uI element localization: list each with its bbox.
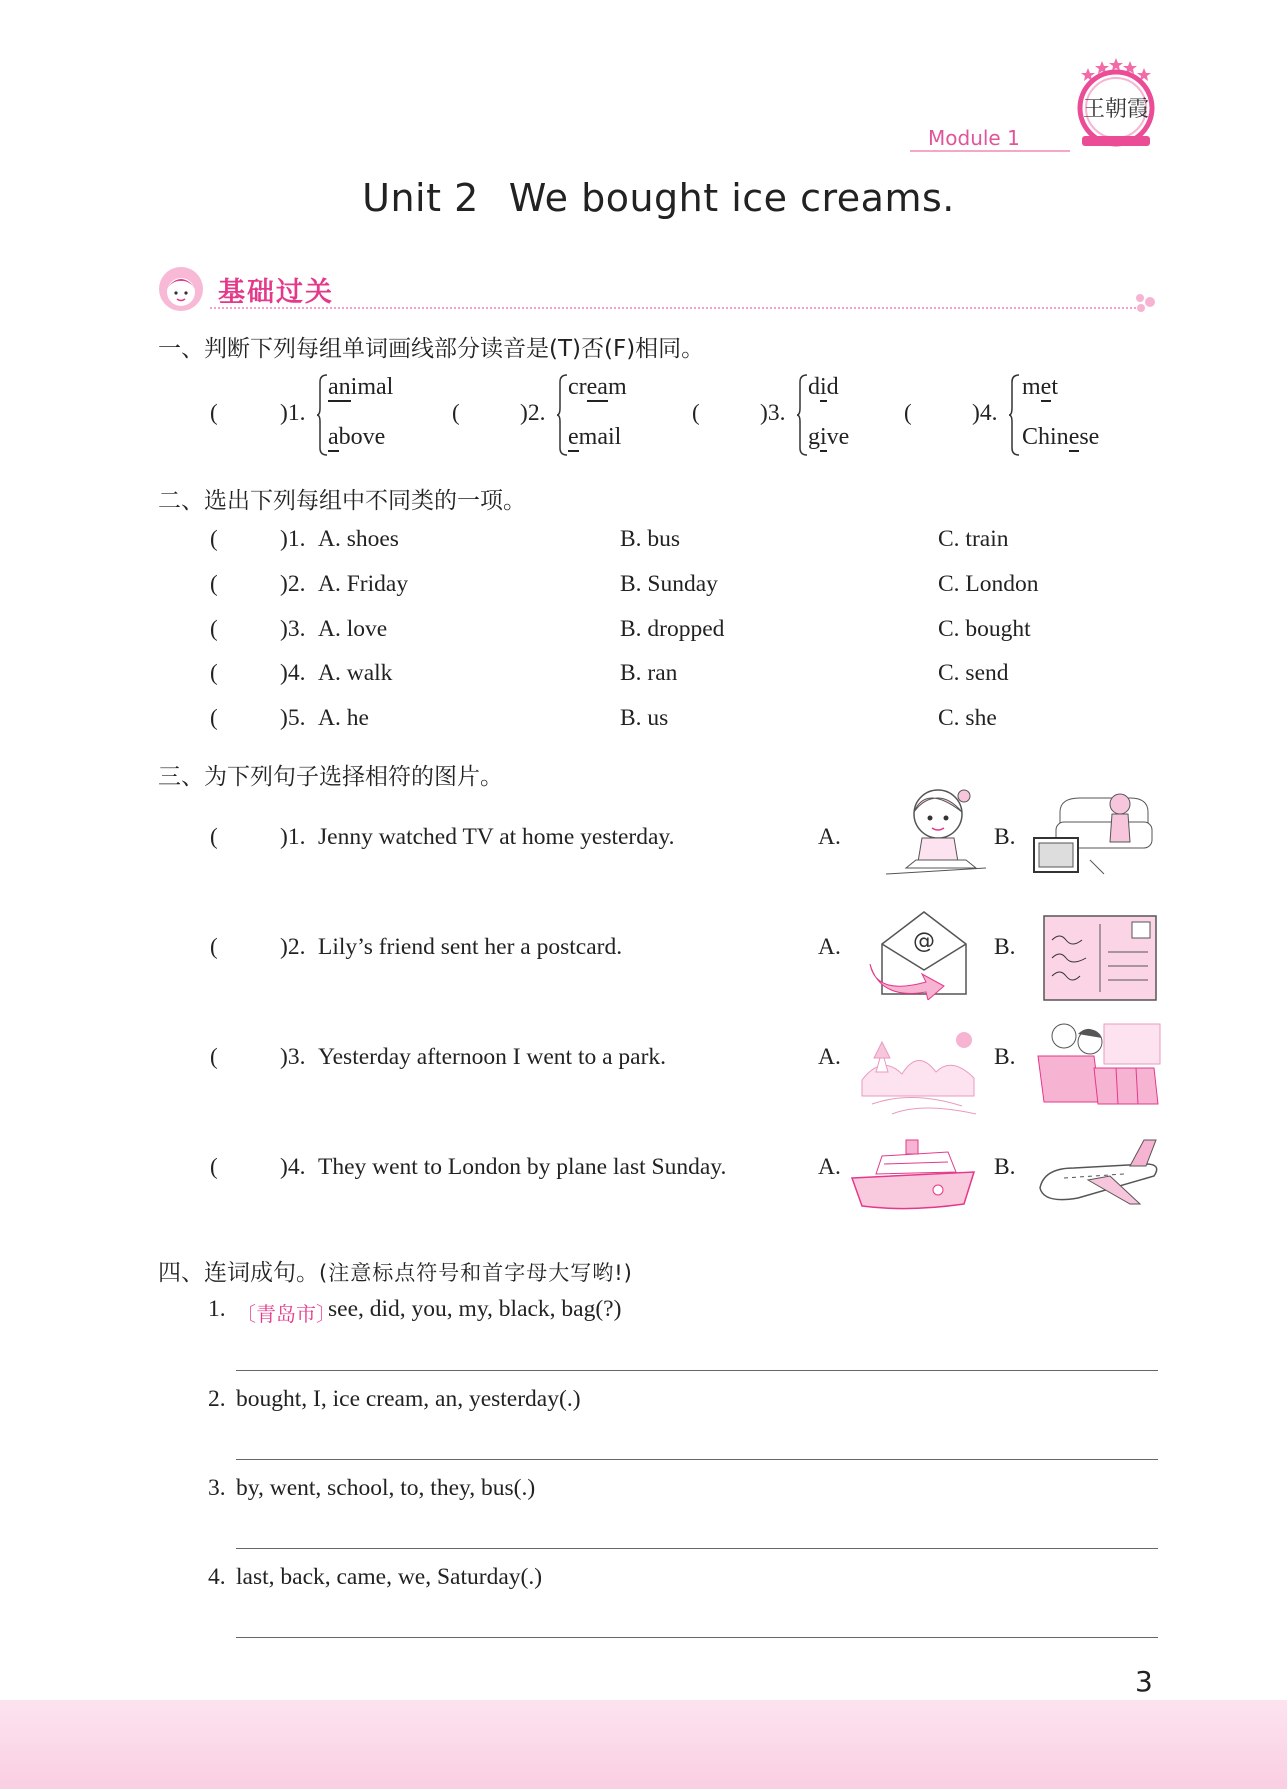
- answer-paren-open: (: [210, 705, 218, 730]
- question-number: 4.: [208, 1564, 226, 1590]
- section4-heading: 四、连词成句。(注意标点符号和首字母大写哟!): [158, 1260, 633, 1286]
- question-number: )2.: [280, 934, 306, 960]
- option-b-label: B.: [994, 824, 1016, 850]
- word-bottom: email: [568, 424, 622, 450]
- module-underline: [910, 150, 1070, 152]
- brace-icon: [556, 374, 568, 456]
- option-a: A. Friday: [318, 571, 409, 597]
- footer-band: [0, 1700, 1287, 1789]
- answer-line[interactable]: [236, 1459, 1158, 1460]
- question-number: )5.: [280, 705, 306, 731]
- answer-paren-open: (: [452, 400, 460, 425]
- answer-paren-open: (: [210, 934, 218, 959]
- answer-paren-open: (: [210, 824, 218, 849]
- question-number: 1.: [208, 1296, 226, 1322]
- question-number: )4.: [280, 660, 306, 686]
- word-bottom: Chinese: [1022, 424, 1100, 450]
- question-number: )3.: [760, 400, 786, 426]
- email-envelope-icon: [866, 904, 998, 1000]
- answer-paren-open: (: [210, 1154, 218, 1179]
- page-title: [0, 176, 1287, 220]
- option-a: A. walk: [318, 660, 393, 686]
- option-c: C. bought: [938, 616, 1031, 642]
- option-c: C. she: [938, 705, 997, 731]
- answer-paren-open: (: [210, 571, 218, 596]
- option-a-label: A.: [818, 824, 841, 850]
- dots-decoration-icon: [1134, 292, 1158, 314]
- option-c: C. send: [938, 660, 1009, 686]
- answer-paren-open: (: [210, 1044, 218, 1069]
- option-a-label: A.: [818, 934, 841, 960]
- word-top: animal: [328, 374, 394, 400]
- title-unit: Unit 2: [362, 176, 479, 220]
- word-list: last, back, came, we, Saturday(.): [236, 1564, 543, 1590]
- section2-heading: 二、选出下列每组中不同类的一项。: [158, 488, 526, 514]
- page-number: 3: [1135, 1665, 1153, 1698]
- word-top: did: [808, 374, 839, 400]
- question-number: 2.: [208, 1386, 226, 1412]
- question-number: )4.: [972, 400, 998, 426]
- sentence: Jenny watched TV at home yesterday.: [318, 824, 675, 850]
- answer-line[interactable]: [236, 1370, 1158, 1371]
- question-number: )1.: [280, 526, 306, 552]
- word-list: see, did, you, my, black, bag(?): [328, 1296, 622, 1322]
- option-b: B. ran: [620, 660, 678, 686]
- section3-heading: 三、为下列句子选择相符的图片。: [158, 764, 503, 790]
- brace-icon: [316, 374, 328, 456]
- question-number: )3.: [280, 616, 306, 642]
- brace-icon: [1008, 374, 1020, 456]
- option-a-label: A.: [818, 1044, 841, 1070]
- word-bottom: above: [328, 424, 386, 450]
- option-b: B. us: [620, 705, 669, 731]
- word-list: bought, I, ice cream, an, yesterday(.): [236, 1386, 581, 1412]
- brace-icon: [796, 374, 808, 456]
- answer-line[interactable]: [236, 1637, 1158, 1638]
- option-b: B. bus: [620, 526, 681, 552]
- option-c: C. train: [938, 526, 1009, 552]
- brand-logo: [1074, 58, 1158, 150]
- section-banner-title: 基础过关: [218, 277, 334, 308]
- section1-heading: 一、判断下列每组单词画线部分读音是(T)否(F)相同。: [158, 336, 705, 362]
- option-a-label: A.: [818, 1154, 841, 1180]
- word-list: by, went, school, to, they, bus(.): [236, 1475, 536, 1501]
- postcard-icon: [1036, 910, 1168, 1006]
- answer-paren-open: (: [904, 400, 912, 425]
- answer-paren-open: (: [210, 526, 218, 551]
- girl-reading-icon: [866, 782, 998, 878]
- word-top: cream: [568, 374, 627, 400]
- option-a: A. love: [318, 616, 388, 642]
- girl-watching-tv-icon: [1030, 782, 1162, 878]
- section4-note: (注意标点符号和首字母大写哟!): [319, 1261, 633, 1285]
- option-b: B. Sunday: [620, 571, 718, 597]
- park-scene-icon: [852, 1024, 984, 1120]
- banner-divider: [210, 307, 1136, 309]
- question-number: 3.: [208, 1475, 226, 1501]
- girl-head-icon: [158, 266, 204, 312]
- answer-paren-open: (: [210, 400, 218, 425]
- question-number: )2.: [520, 400, 546, 426]
- option-b-label: B.: [994, 1154, 1016, 1180]
- svg-text:王朝霞: 王朝霞: [1082, 97, 1150, 122]
- option-a: A. he: [318, 705, 369, 731]
- option-b-label: B.: [994, 1044, 1016, 1070]
- cinema-seats-icon: [1034, 1016, 1166, 1112]
- answer-paren-open: (: [210, 660, 218, 685]
- sentence: They went to London by plane last Sunday.: [318, 1154, 727, 1180]
- question-number: )2.: [280, 571, 306, 597]
- answer-line[interactable]: [236, 1548, 1158, 1549]
- question-number: )1.: [280, 824, 306, 850]
- airplane-icon: [1034, 1124, 1166, 1220]
- sentence: Lily’s friend sent her a postcard.: [318, 934, 623, 960]
- option-c: C. London: [938, 571, 1039, 597]
- title-text: We bought ice creams.: [508, 176, 955, 220]
- cruise-ship-icon: [848, 1128, 980, 1224]
- option-a: A. shoes: [318, 526, 399, 552]
- region-tag: 〔青岛市〕: [236, 1302, 336, 1326]
- sentence: Yesterday afternoon I went to a park.: [318, 1044, 667, 1070]
- answer-paren-open: (: [210, 616, 218, 641]
- word-top: met: [1022, 374, 1058, 400]
- module-label: Module 1: [928, 126, 1020, 150]
- option-b-label: B.: [994, 934, 1016, 960]
- question-number: )4.: [280, 1154, 306, 1180]
- option-b: B. dropped: [620, 616, 725, 642]
- word-bottom: give: [808, 424, 850, 450]
- question-number: )1.: [280, 400, 306, 426]
- svg-text:@: @: [913, 929, 935, 954]
- answer-paren-open: (: [692, 400, 700, 425]
- question-number: )3.: [280, 1044, 306, 1070]
